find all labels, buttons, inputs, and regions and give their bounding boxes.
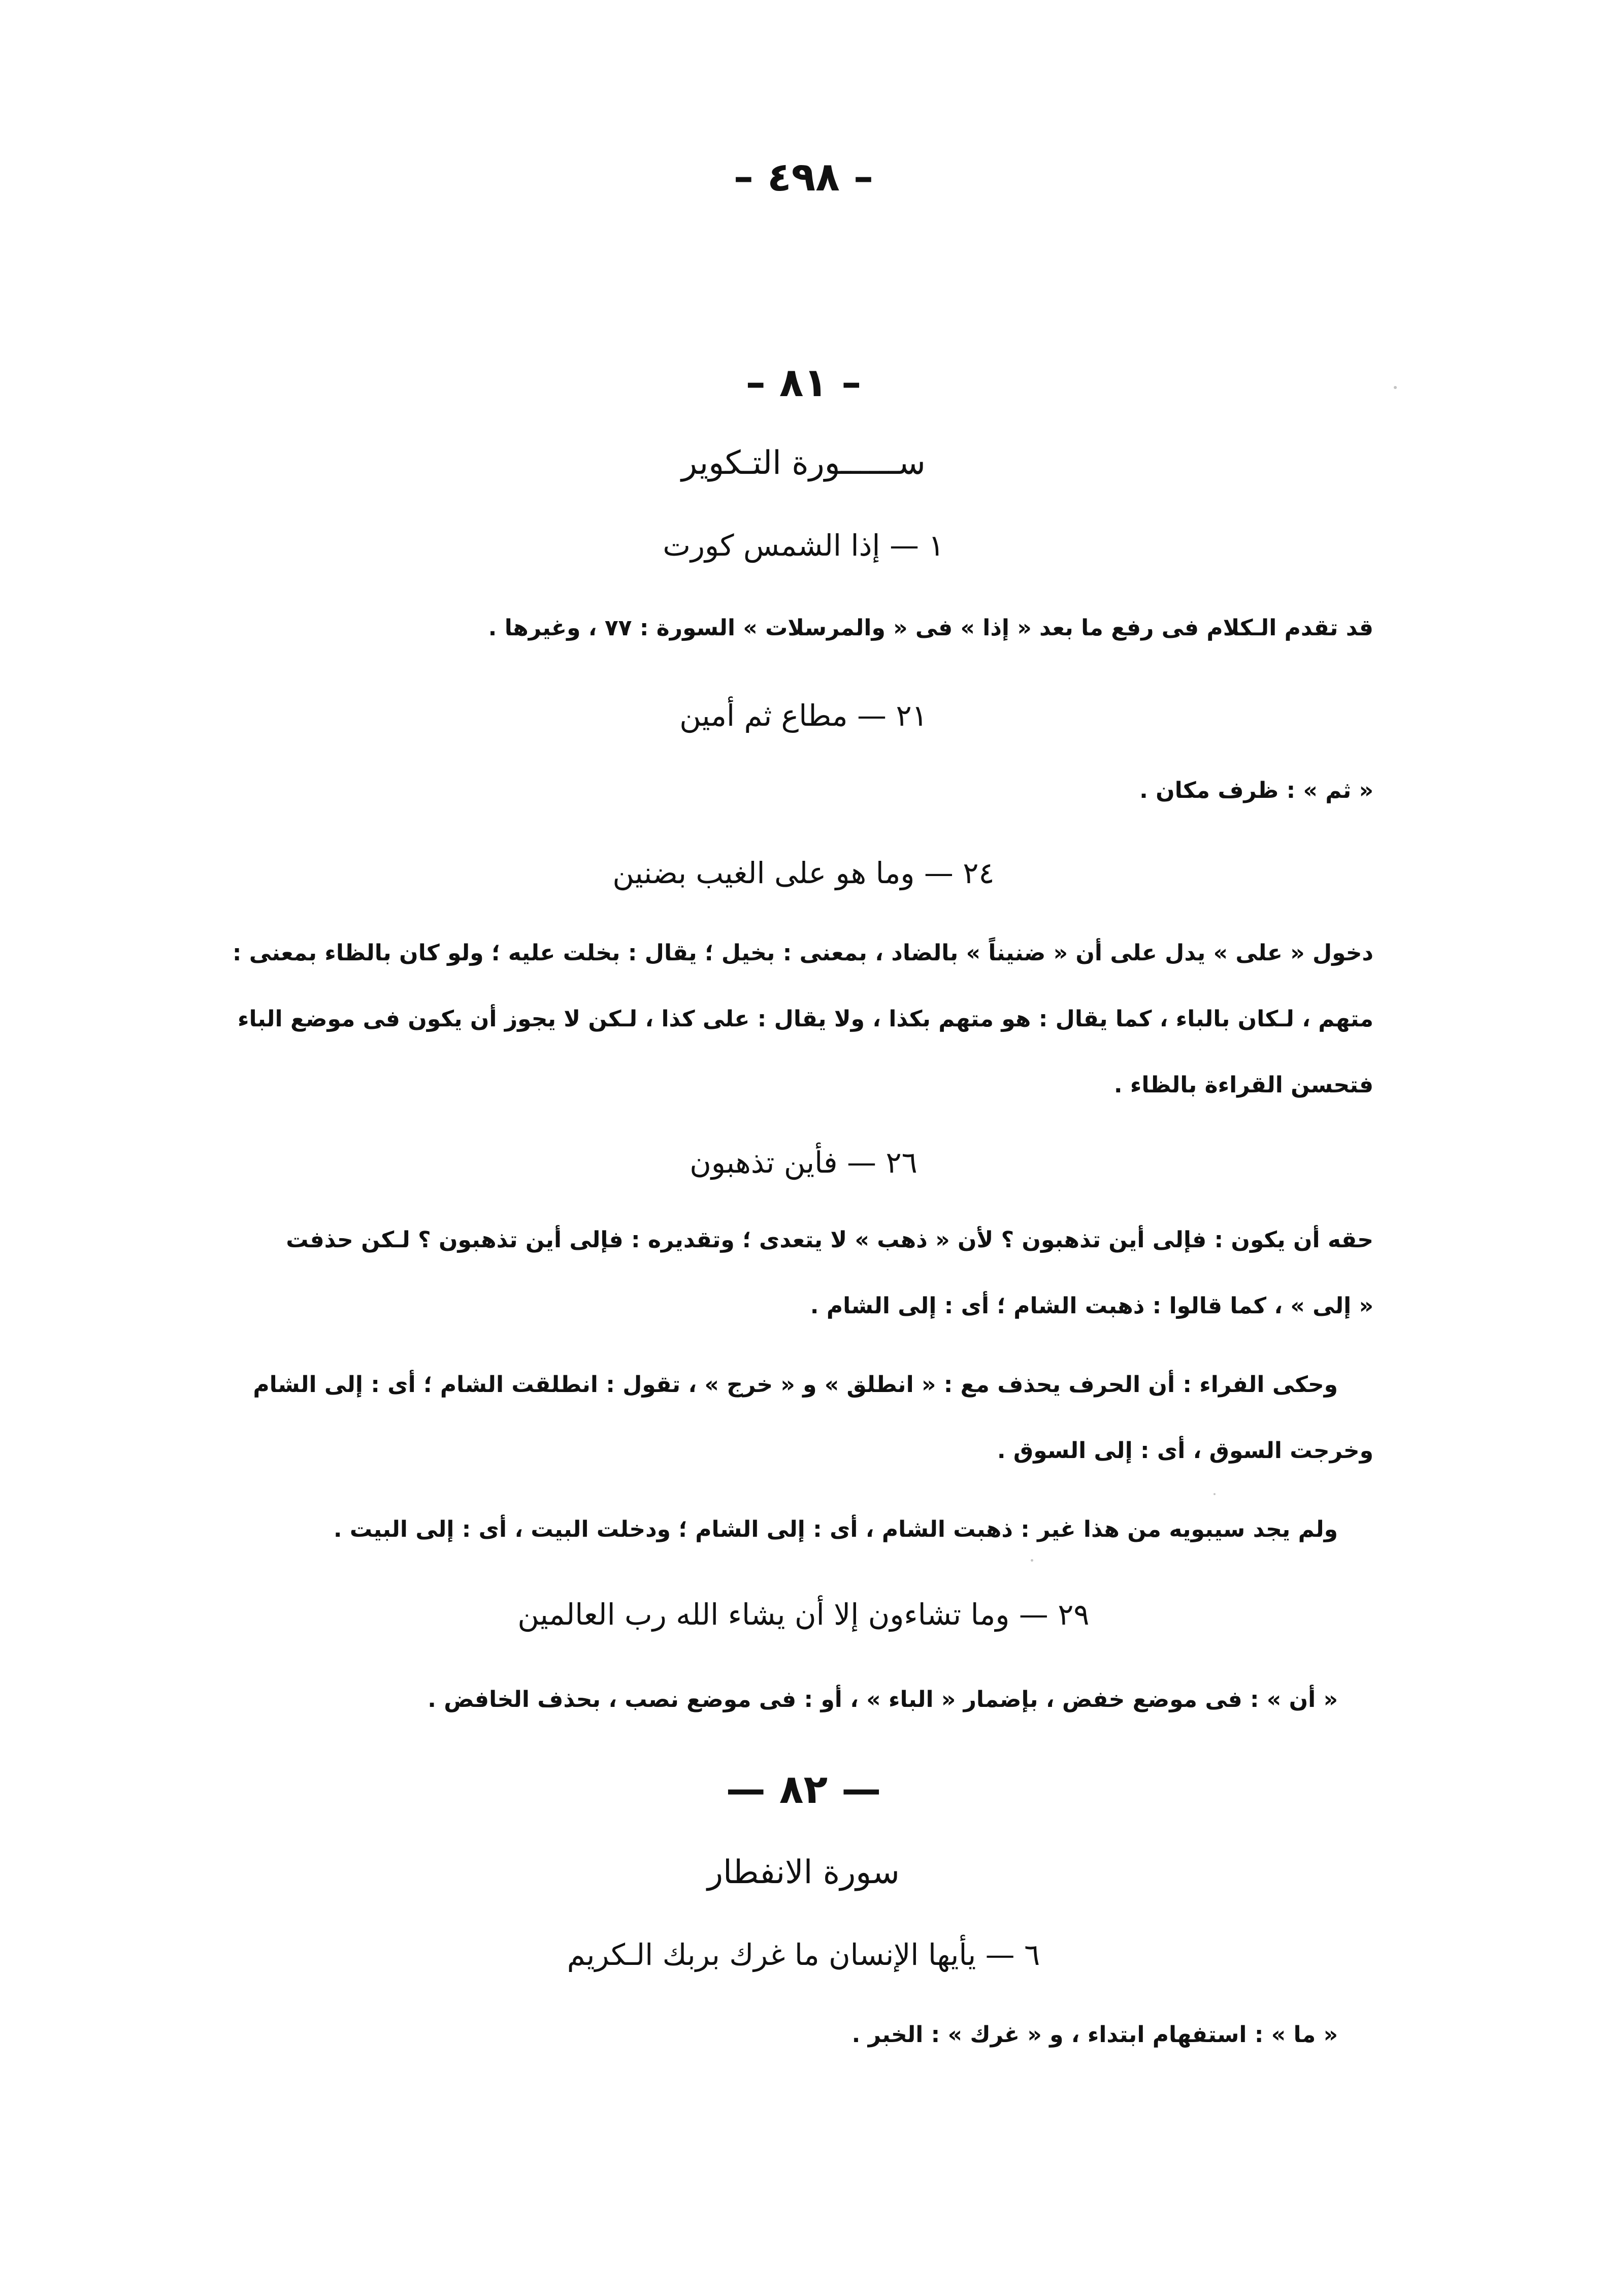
comment-81-29: « أن » : فى موضع خفض ، بإضمار « الباء » ، أو : فى موضع نصب ، بحذف الخافض . [428,1687,1338,1712]
scan-speck [1031,1559,1033,1562]
page-number: – ٤٩٨ – [733,154,874,200]
scan-speck [1214,1493,1216,1495]
verse-81-24: ٢٤ — وما هو على الغيب بضنين [612,856,995,890]
comment-81-21: « ثم » : ظرف مكان . [1139,778,1373,803]
comment-81-26-line1: حقه أن يكون : فإلى أين تذهبون ؟ لأن « ذهب » لا يتعدى ؛ وتقديره : فإلى أين تذهبون ؟ لـكن حذفت [286,1227,1373,1253]
comment-farra-line1: وحكى الفراء : أن الحرف يحذف مع : « انطلق » و « خرج » ، تقول : انطلقت الشام ؛ أى : إلى الشام [253,1372,1338,1398]
comment-81-24-line1: دخول « على » يدل على أن « ضنيناً » بالضاد ، بمعنى : بخيل ؛ يقال : بخلت عليه ؛ ولو كان بالظاء بمعنى : [232,940,1373,966]
scan-speck [1394,386,1397,389]
comment-81-24-line3: فتحسن القراءة بالظاء . [1113,1072,1373,1098]
comment-81-24-line2: متهم ، لـكان بالباء ، كما يقال : هو متهم بكذا ، ولا يقال : على كذا ، لـكن لا يجوز أن يكون فى موضع الباء [238,1006,1373,1032]
verse-82-6: ٦ — يأيها الإنسان ما غرك بربك الـكريم [567,1937,1040,1972]
sura-82-number: — ٨٢ — [726,1767,881,1813]
verse-81-1: ١ — إذا الشمس كورت [663,528,944,563]
comment-farra-line2: وخرجت السوق ، أى : إلى السوق . [997,1438,1373,1464]
comment-81-26-line2: « إلى » ، كما قالوا : ذهبت الشام ؛ أى : إلى الشام . [810,1293,1373,1319]
comment-81-1: قد تقدم الـكلام فى رفع ما بعد « إذا » فى « والمرسلات » السورة : ٧٧ ، وغيرها . [488,615,1373,641]
verse-81-26: ٢٦ — فأين تذهبون [690,1145,917,1180]
sura-81-number: – ٨١ – [745,360,862,406]
comment-sibawayh: ولم يجد سيبويه من هذا غير : ذهبت الشام ، أى : إلى الشام ؛ ودخلت البيت ، أى : إلى البيت . [333,1516,1338,1542]
sura-81-title: ســــــورة التـكوير [681,444,926,482]
comment-82-6: « ما » : استفهام ابتداء ، و « غرك » : الخبر . [851,2022,1338,2048]
sura-82-title: سورة الانفطار [707,1854,900,1891]
verse-81-29: ٢٩ — وما تشاءون إلا أن يشاء الله رب العالمين [517,1597,1090,1632]
verse-81-21: ٢١ — مطاع ثم أمين [679,698,928,733]
